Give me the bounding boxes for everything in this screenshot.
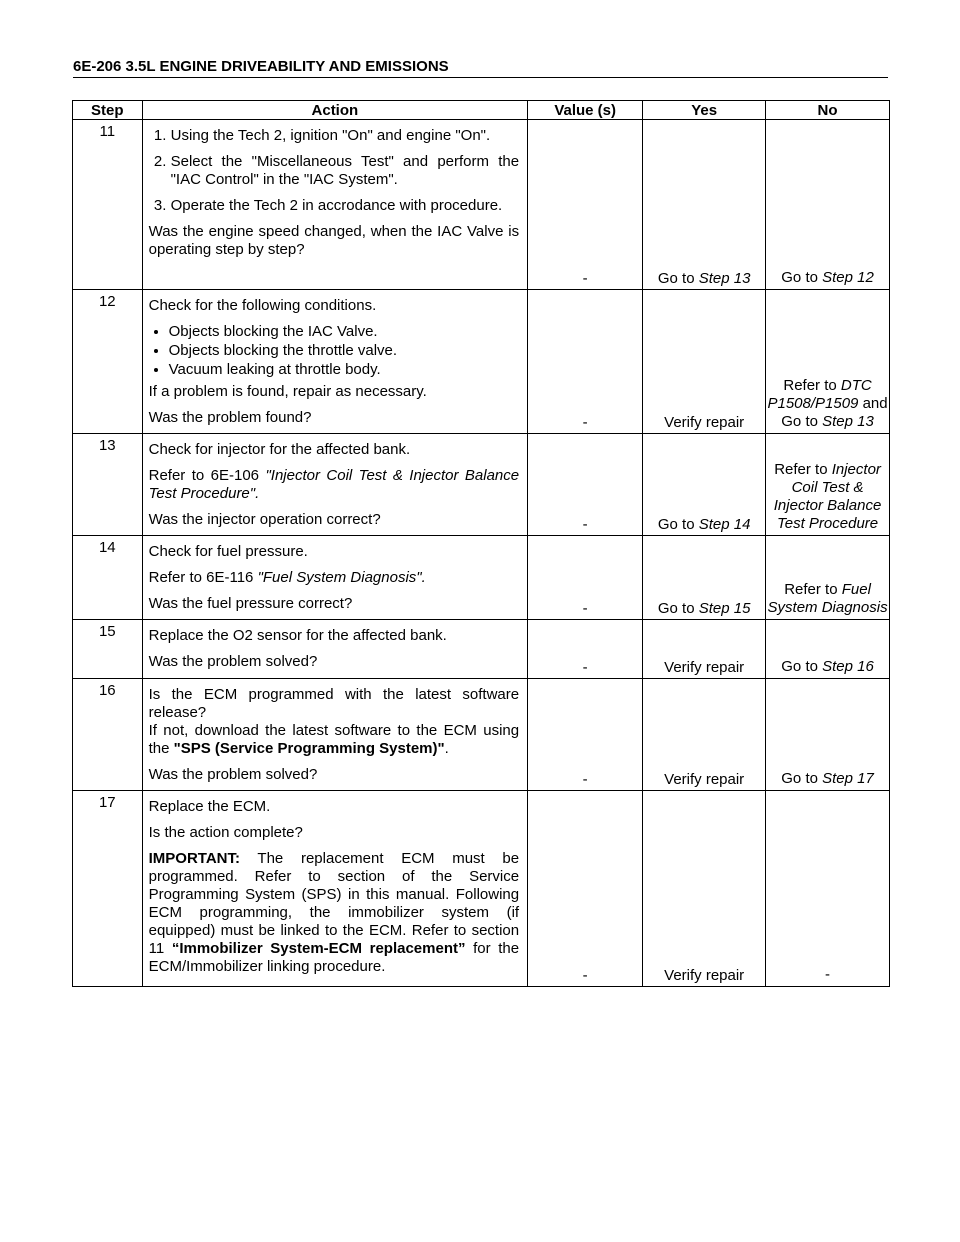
- value-cell: -: [528, 679, 643, 791]
- no-step-link[interactable]: Step 12: [822, 269, 874, 286]
- yes-prefix: Go to: [657, 516, 699, 533]
- step-number: 12: [73, 290, 143, 434]
- table-header-row: [73, 101, 890, 120]
- important-suffix: for the ECM/Immobilizer linking procedure.: [148, 940, 520, 975]
- action-question: Was the problem found?: [148, 409, 312, 426]
- value-cell: -: [528, 536, 643, 620]
- no-cell: [766, 434, 890, 536]
- reference-title[interactable]: "Injector Coil Test & Injector Balance Test Procedure".: [148, 467, 520, 502]
- step-number: 16: [73, 679, 143, 791]
- condition-item: • Objects blocking the IAC Valve.: [169, 323, 520, 341]
- yes-cell: [643, 536, 766, 620]
- step-number: 14: [73, 536, 143, 620]
- action-reference: [149, 467, 520, 503]
- note-suffix: .: [444, 740, 449, 757]
- diagnostic-table: [72, 100, 890, 987]
- step-number: 11: [73, 120, 143, 290]
- yes-cell: [643, 434, 766, 536]
- action-note: If a problem is found, repair as necessary.: [148, 383, 427, 400]
- action-question: Was the fuel pressure correct?: [148, 595, 353, 612]
- action-cell: [142, 434, 528, 536]
- action-cell: [142, 791, 528, 987]
- yes-cell: Verify repair: [643, 679, 766, 791]
- yes-cell: [643, 120, 766, 290]
- table-row-step-14: [73, 536, 890, 620]
- action-question: Is the action complete?: [148, 824, 303, 841]
- action-intro: Replace the ECM.: [148, 798, 271, 815]
- no-cell: [766, 536, 890, 620]
- step-number: 15: [73, 620, 143, 679]
- reference-title[interactable]: "Fuel System Diagnosis".: [257, 569, 426, 586]
- conditions-list: [149, 323, 520, 379]
- value-cell: -: [528, 620, 643, 679]
- col-step-header: Step: [73, 101, 143, 120]
- action-step: 3. Operate the Tech 2 in accrodance with procedure.: [171, 197, 520, 215]
- action-note: [149, 722, 520, 758]
- important-note: [149, 850, 520, 976]
- page-header: 6E-206 3.5L ENGINE DRIVEABILITY AND EMISSIONS: [73, 58, 888, 78]
- step-number: 17: [73, 791, 143, 987]
- action-question: Was the problem solved?: [148, 766, 318, 783]
- table-row-step-12: [73, 290, 890, 434]
- note-prefix: If not, download the latest software to the ECM using the: [148, 722, 520, 757]
- value-cell: -: [528, 290, 643, 434]
- table-row-step-17: [73, 791, 890, 987]
- action-intro: Replace the O2 sensor for the affected bank.: [148, 627, 447, 644]
- yes-cell: Verify repair: [643, 620, 766, 679]
- action-intro: Check for injector for the affected bank.: [148, 441, 411, 458]
- reference-prefix: Refer to 6E-116: [148, 569, 258, 586]
- action-intro: Check for fuel pressure.: [148, 543, 308, 560]
- yes-step-link[interactable]: Step 14: [698, 516, 751, 533]
- action-cell: [142, 620, 528, 679]
- action-cell: [142, 536, 528, 620]
- no-prefix: Go to: [781, 658, 823, 675]
- no-cell: [766, 120, 890, 290]
- no-prefix: Go to: [781, 269, 823, 286]
- sps-reference: "SPS (Service Programming System)": [173, 740, 445, 757]
- dtc-link[interactable]: DTC P1508/P1509: [767, 377, 872, 412]
- reference-prefix: Refer to 6E-106: [148, 467, 266, 484]
- yes-prefix: Go to: [657, 270, 699, 287]
- value-cell: -: [528, 791, 643, 987]
- action-step: 2. Select the "Miscellaneous Test" and perform the "IAC Control" in the "IAC System".: [171, 153, 520, 189]
- no-step-link[interactable]: Step 16: [822, 658, 874, 675]
- action-question: Was the injector operation correct?: [148, 511, 381, 528]
- action-cell: [142, 290, 528, 434]
- no-prefix: Refer to: [784, 581, 842, 598]
- action-cell: [142, 679, 528, 791]
- action-question: Was the engine speed changed, when the IAC Valve is operating step by step?: [148, 223, 520, 258]
- table-row-step-11: [73, 120, 890, 290]
- col-value-header: Value (s): [528, 101, 643, 120]
- table-row-step-16: [73, 679, 890, 791]
- no-step-link[interactable]: Step 13: [822, 413, 874, 430]
- diagnosis-link[interactable]: Fuel System Diagnosis: [767, 581, 888, 616]
- no-cell: [766, 620, 890, 679]
- no-step-link[interactable]: Step 17: [822, 770, 874, 787]
- yes-cell: Verify repair: [643, 791, 766, 987]
- action-step: 1. Using the Tech 2, ignition "On" and engine "On".: [171, 127, 520, 145]
- no-prefix: Refer to: [783, 377, 841, 394]
- condition-item: • Objects blocking the throttle valve.: [169, 342, 520, 360]
- no-cell: [766, 679, 890, 791]
- action-steps-list: [149, 127, 520, 215]
- step-number: 13: [73, 434, 143, 536]
- action-intro: Is the ECM programmed with the latest software release?: [148, 686, 520, 721]
- no-mid: and Go to: [781, 395, 888, 430]
- col-action-header: Action: [142, 101, 528, 120]
- action-cell: [142, 120, 528, 290]
- immobilizer-reference: “Immobilizer System-ECM replacement”: [171, 940, 466, 957]
- action-intro: Check for the following conditions.: [148, 297, 377, 314]
- procedure-link[interactable]: Injector Coil Test & Injector Balance Test Procedure: [773, 461, 882, 532]
- important-text: The replacement ECM must be programmed. Refer to section of the Service Programming System (SPS) in this manual. Following ECM programming, the immobilizer system (if equipped) must be linked to the ECM. Refer to section 11: [148, 850, 520, 957]
- condition-item: • Vacuum leaking at throttle body.: [169, 361, 520, 379]
- important-label: IMPORTANT:: [148, 850, 240, 867]
- col-yes-header: Yes: [643, 101, 766, 120]
- col-no-header: No: [766, 101, 890, 120]
- no-cell: -: [766, 791, 890, 987]
- no-cell: [766, 290, 890, 434]
- action-reference: [149, 569, 520, 587]
- yes-step-link[interactable]: Step 15: [698, 600, 751, 617]
- no-prefix: Refer to: [774, 461, 832, 478]
- action-question: Was the problem solved?: [148, 653, 318, 670]
- no-prefix: Go to: [781, 770, 823, 787]
- table-row-step-15: [73, 620, 890, 679]
- yes-cell: Verify repair: [643, 290, 766, 434]
- yes-step-link[interactable]: Step 13: [698, 270, 751, 287]
- table-row-step-13: [73, 434, 890, 536]
- value-cell: -: [528, 434, 643, 536]
- yes-prefix: Go to: [657, 600, 699, 617]
- value-cell: -: [528, 120, 643, 290]
